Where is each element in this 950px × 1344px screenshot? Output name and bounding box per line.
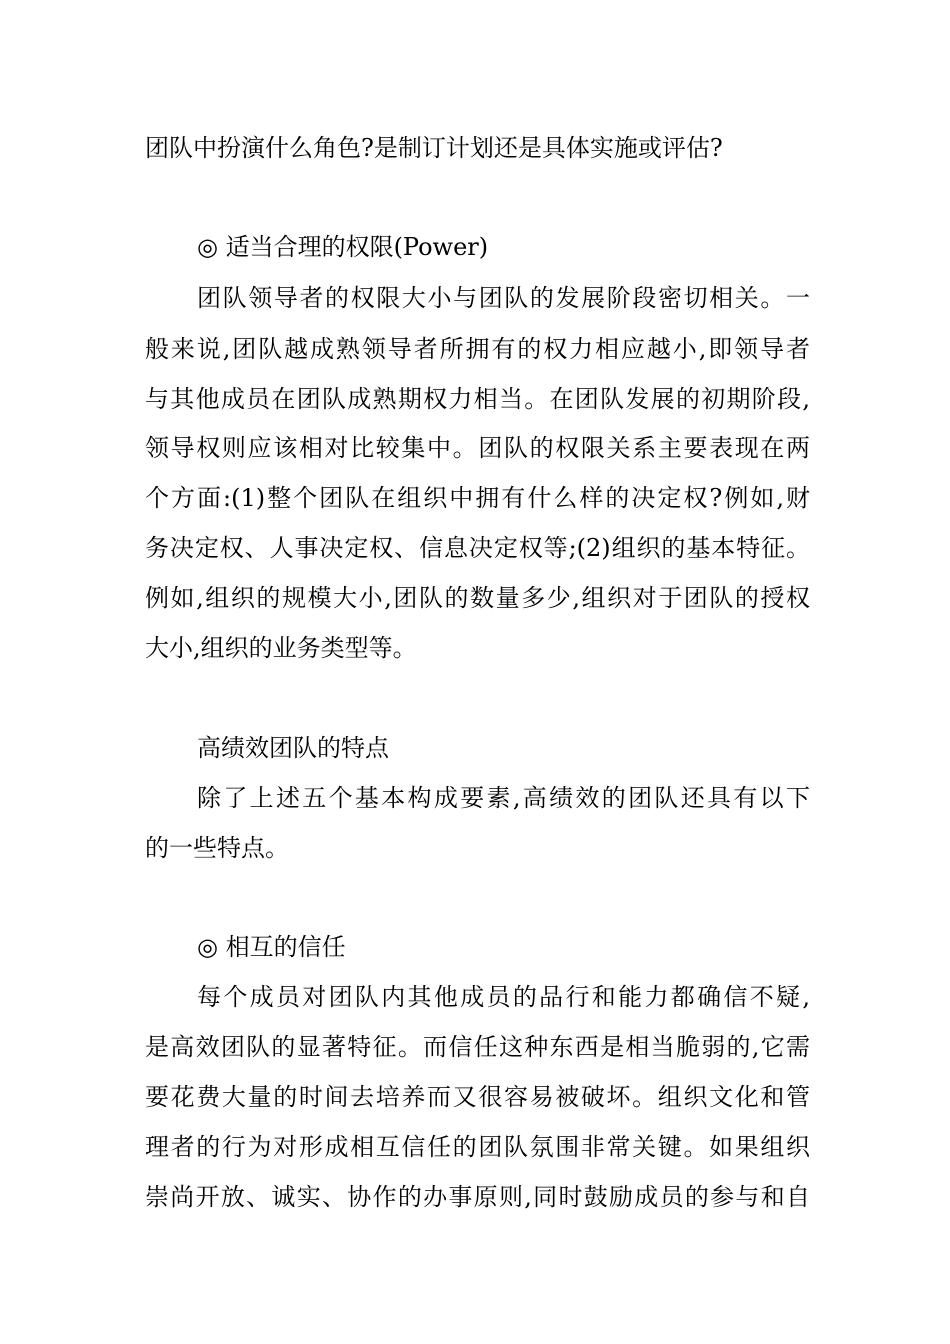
paragraph-line: 般来说,团队越成熟领导者所拥有的权力相应越小,即领导者 — [145, 335, 810, 363]
section-heading-high-performance: 高绩效团队的特点 — [197, 734, 389, 762]
paragraph-line: 例如,组织的规模大小,团队的数量多少,组织对于团队的授权 — [145, 584, 810, 612]
paragraph-line: 除了上述五个基本构成要素,高绩效的团队还具有以下 — [197, 784, 810, 812]
paragraph-line: 个方面:(1)整个团队在组织中拥有什么样的决定权?例如,财 — [145, 484, 810, 512]
section-heading-power: ◎ 适当合理的权限(Power) — [197, 233, 489, 261]
paragraph-line: 的一些特点。 — [145, 834, 289, 862]
paragraph-line: 与其他成员在团队成熟期权力相当。在团队发展的初期阶段, — [145, 385, 810, 413]
paragraph-line: 团队中扮演什么角色?是制订计划还是具体实施或评估? — [145, 134, 723, 162]
paragraph-line: 领导权则应该相对比较集中。团队的权限关系主要表现在两 — [145, 434, 810, 462]
paragraph-line: 理者的行为对形成相互信任的团队氛围非常关键。如果组织 — [145, 1133, 810, 1161]
paragraph-line: 要花费大量的时间去培养而又很容易被破坏。组织文化和管 — [145, 1083, 810, 1111]
paragraph-line: 每个成员对团队内其他成员的品行和能力都确信不疑, — [197, 983, 810, 1011]
paragraph-line: 务决定权、人事决定权、信息决定权等;(2)组织的基本特征。 — [145, 534, 810, 562]
paragraph-line: 大小,组织的业务类型等。 — [145, 634, 417, 662]
section-heading-trust: ◎ 相互的信任 — [197, 933, 346, 961]
paragraph-line: 团队领导者的权限大小与团队的发展阶段密切相关。一 — [197, 284, 810, 312]
paragraph-line: 是高效团队的显著特征。而信任这种东西是相当脆弱的,它需 — [145, 1033, 810, 1061]
paragraph-line: 崇尚开放、诚实、协作的办事原则,同时鼓励成员的参与和自 — [145, 1183, 810, 1211]
